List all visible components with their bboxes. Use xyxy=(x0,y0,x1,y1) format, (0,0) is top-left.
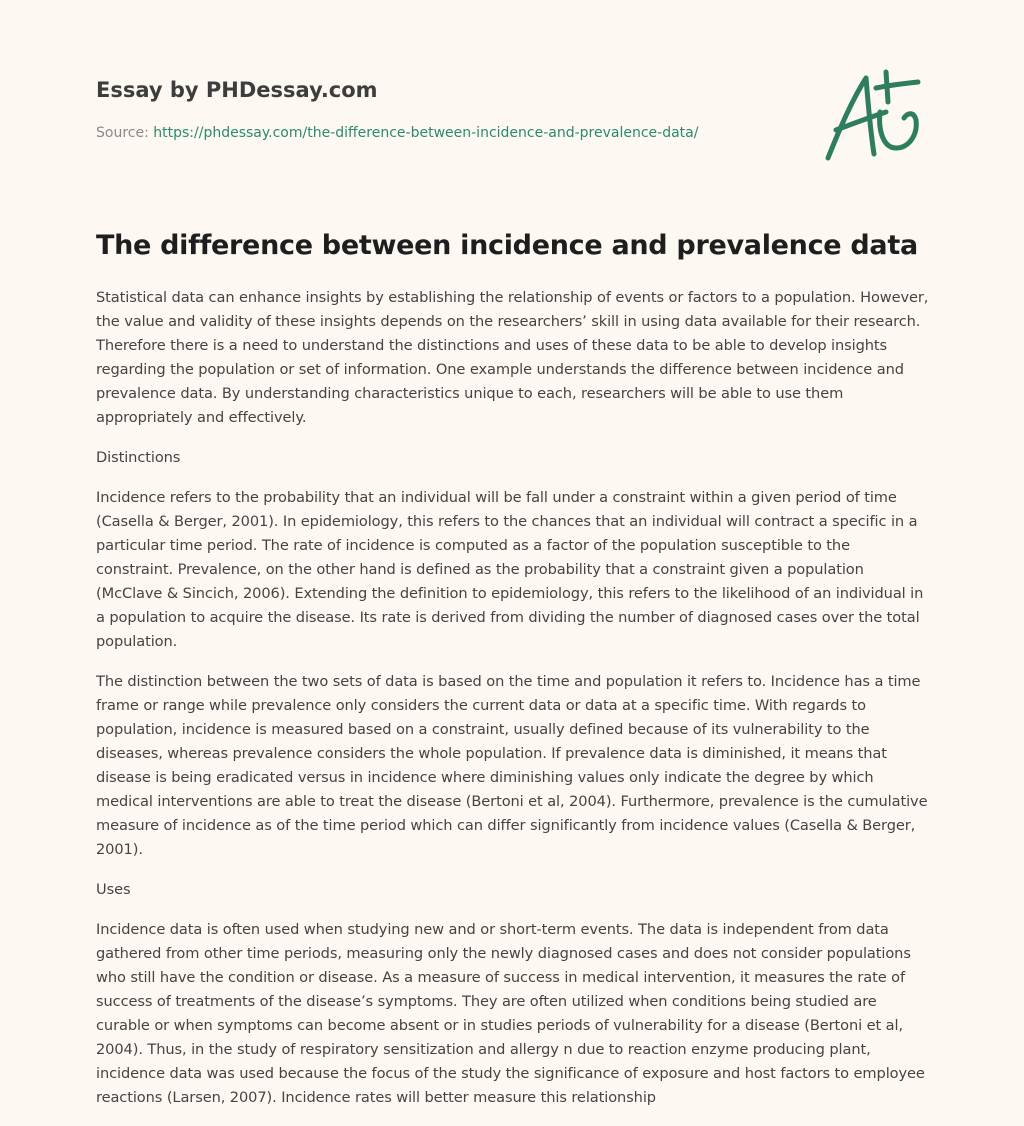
brand-title: Essay by PHDessay.com xyxy=(96,78,378,102)
a-plus-logo-icon xyxy=(822,68,928,164)
page-header xyxy=(96,75,796,143)
source-link[interactable]: https://phdessay.com/the-difference-between-incidence-and-prevalence-data/ xyxy=(153,125,699,141)
article xyxy=(96,228,930,1126)
paragraph-uses-1: Incidence data is often used when studying new and or short-term events. The data is independent from data gathered from other time periods, measuring only the newly diagnosed cases and does not consider populations who still have the condition or disease. As a measure of success in medical intervention, it measures the rate of success of treatments of the disease’s symptoms. They are often utilized when conditions being studied are curable or when symptoms can become absent or in studies periods of vulnerability for a disease (Bertoni et al, 2004). Thus, in the study of respiratory sensitization and allergy n due to reaction enzyme producing plant, incidence data was used because the focus of the study the significance of exposure and host factors to employee reactions (Larsen, 2007). Incidence rates will better measure this relationship xyxy=(96,921,925,1106)
paragraph-intro: Statistical data can enhance insights by establishing the relationship of events or factors to a population. However, the value and validity of these insights depends on the researchers’ skill in using data available for their research. Therefore there is a need to understand the distinctions and uses of these data to be able to develop insights regarding the population or set of information. One example understands the difference between incidence and prevalence data. By understanding characteristics unique to each, researchers will be able to use them appropriately and effectively. xyxy=(96,289,929,426)
section-heading-uses: Uses xyxy=(96,881,131,898)
source-line xyxy=(96,123,796,143)
paragraph-distinctions-1: Incidence refers to the probability that an individual will be fall under a constraint within a given period of time (Casella & Berger, 2001). In epidemiology, this refers to the chances that an individual will contract a specific in a particular time period. The rate of incidence is computed as a factor of the population susceptible to the constraint. Prevalence, on the other hand is defined as the probability that a constraint given a population (McClave & Sincich, 2006). Extending the definition to epidemiology, this refers to the likelihood of an individual in a population to acquire the disease. Its rate is derived from dividing the number of diagnosed cases over the total population. xyxy=(96,489,924,650)
article-title: The difference between incidence and prevalence data xyxy=(96,230,918,261)
source-label: Source: xyxy=(96,125,149,141)
paragraph-distinctions-2: The distinction between the two sets of data is based on the time and population it refers to. Incidence has a time frame or range while prevalence only considers the current data or data at a specific time. With regards to population, incidence is measured based on a constraint, usually defined because of its vulnerability to the diseases, whereas prevalence considers the whole population. If prevalence data is diminished, it means that disease is being eradicated versus in incidence where diminishing values only indicate the degree by which medical interventions are able to treat the disease (Bertoni et al, 2004). Furthermore, prevalence is the cumulative measure of incidence as of the time period which can differ significantly from incidence values (Casella & Berger, 2001). xyxy=(96,673,928,858)
section-heading-distinctions: Distinctions xyxy=(96,449,181,466)
